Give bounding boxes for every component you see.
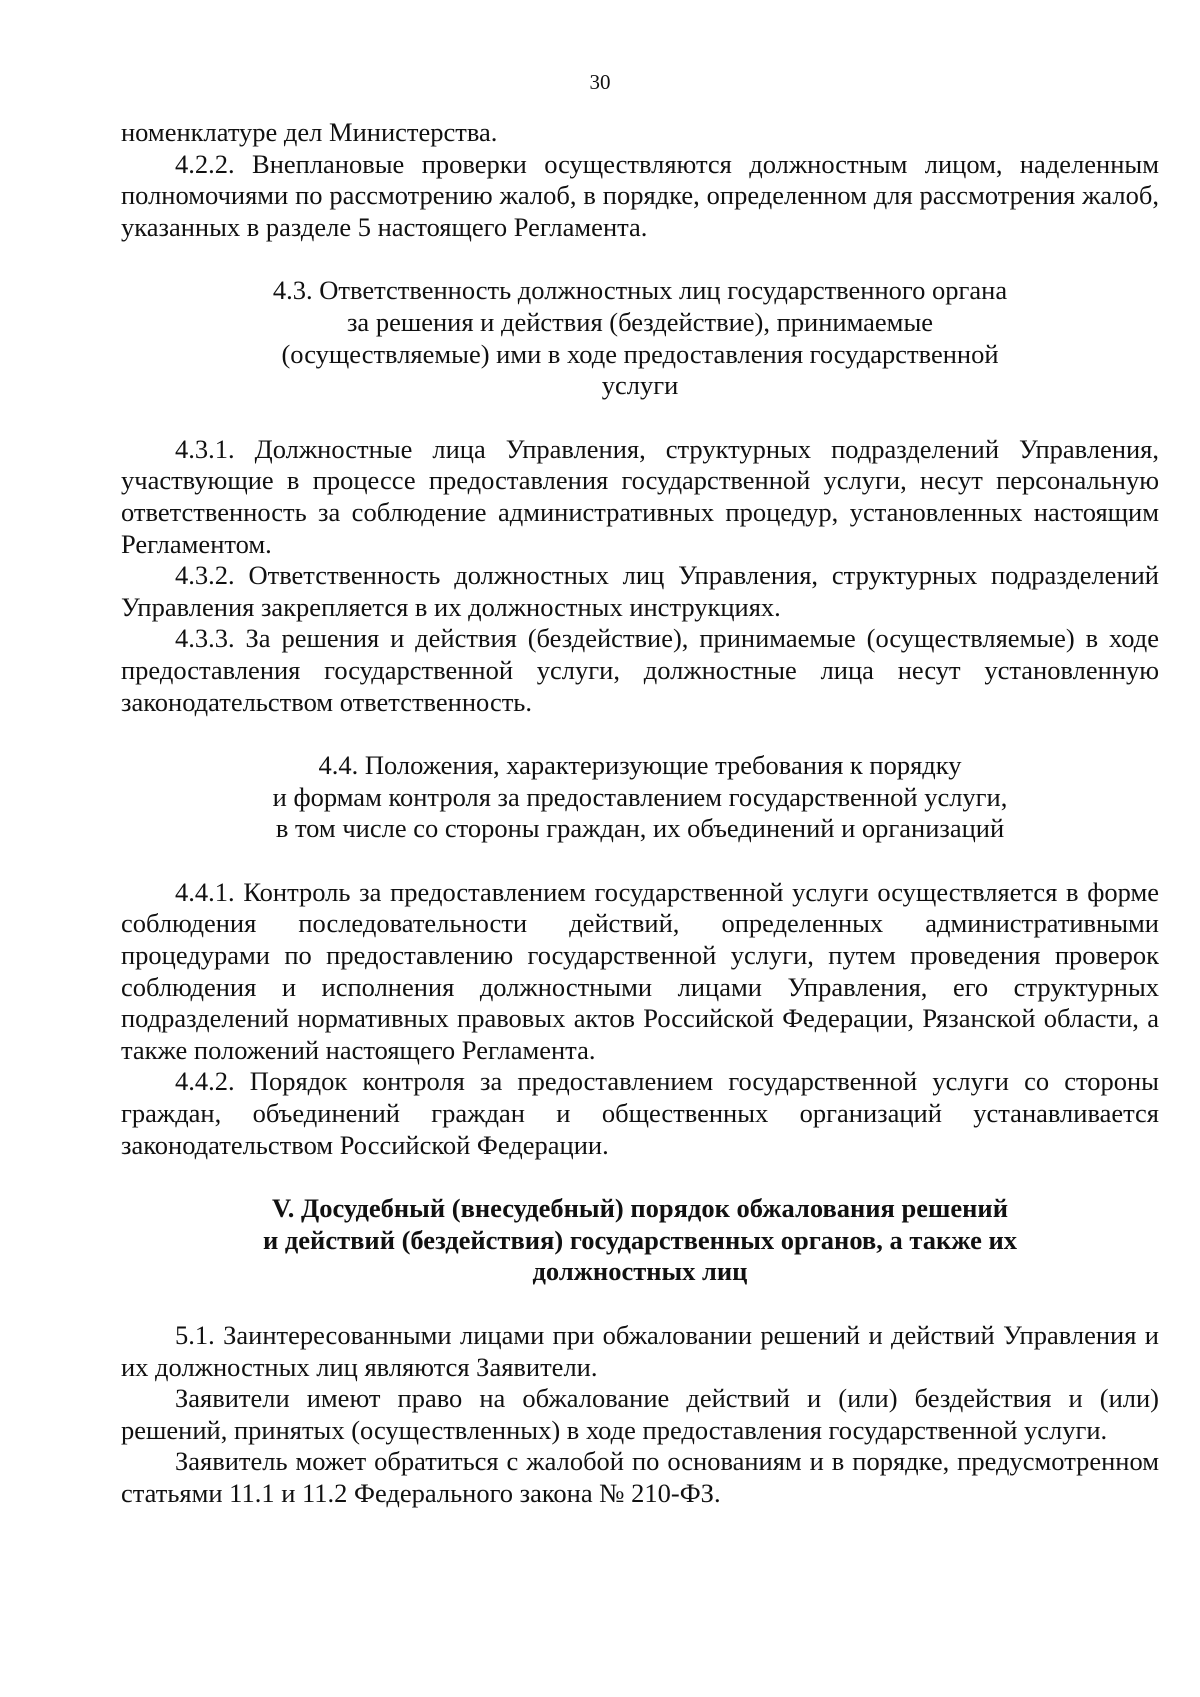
heading-line: за решения и действия (бездействие), принимаемые [346, 306, 934, 337]
chapter-heading-5 [121, 1193, 1159, 1288]
heading-line: и формам контроля за предоставлением государственной услуги, [272, 781, 1008, 812]
section-heading-4-3 [121, 275, 1159, 401]
page-number: 30 [589, 70, 611, 94]
paragraph-4-3-1: 4.3.1. Должностные лица Управления, структурных подразделений Управления, участвующие в процессе предоставления государственной услуги, несут персональную ответственность за соблюдение административных процедур, установленных настоящим Регламентом. [121, 433, 1159, 559]
heading-line: должностных лиц [532, 1256, 748, 1287]
heading-line: 4.4. Положения, характеризующие требования к порядку [318, 750, 962, 781]
section-heading-4-4 [121, 750, 1159, 845]
paragraph-5-1-complaint: Заявитель может обратиться с жалобой по основаниям и в порядке, предусмотренном статьями 11.1 и 11.2 Федерального закона № 210-ФЗ. [121, 1446, 1159, 1508]
heading-line: в том числе со стороны граждан, их объединений и организаций [275, 813, 1005, 844]
paragraph-4-4-2: 4.4.2. Порядок контроля за предоставлением государственной услуги со стороны граждан, объединений граждан и общественных организаций устанавливается законодательством Российской Федерации. [121, 1066, 1159, 1160]
paragraph-5-1: 5.1. Заинтересованными лицами при обжаловании решений и действий Управления и их должностных лиц являются Заявители. [121, 1320, 1159, 1382]
heading-line: V. Досудебный (внесудебный) порядок обжалования решений [272, 1193, 1008, 1224]
document-body [121, 117, 1159, 1510]
heading-line: и действий (бездействия) государственных органов, а также их [263, 1224, 1017, 1255]
paragraph-4-2-2: 4.2.2. Внеплановые проверки осуществляются должностным лицом, наделенным полномочиями по рассмотрению жалоб, в порядке, определенном для рассмотрения жалоб, указанных в разделе 5 настоящего Регламента. [121, 148, 1159, 242]
paragraph-4-3-2: 4.3.2. Ответственность должностных лиц Управления, структурных подразделений Управления закрепляется в их должностных инструкциях. [121, 560, 1159, 622]
heading-line: услуги [601, 370, 679, 401]
paragraph-4-4-1: 4.4.1. Контроль за предоставлением государственной услуги осуществляется в форме соблюдения последовательности действий, определенных административными процедурами по предоставлению государственной услуги, путем проведения проверок соблюдения и исполнения должностными лицами Управления, его структурных подразделений нормативных правовых актов Российской Федерации, Рязанской области, а также положений настоящего Регламента. [121, 876, 1159, 1065]
paragraph-4-3-3: 4.3.3. За решения и действия (бездействие), принимаемые (осуществляемые) в ходе предоставления государственной услуги, должностные лица несут установленную законодательством ответственность. [121, 623, 1159, 717]
heading-line: (осуществляемые) ими в ходе предоставления государственной [281, 338, 999, 369]
paragraph-intro-continuation: номенклатуре дел Министерства. [121, 117, 498, 147]
heading-line: 4.3. Ответственность должностных лиц государственного органа [272, 275, 1008, 306]
paragraph-5-1-appeal-right: Заявители имеют право на обжалование действий и (или) бездействия и (или) решений, принятых (осуществленных) в ходе предоставления государственной услуги. [121, 1383, 1159, 1445]
